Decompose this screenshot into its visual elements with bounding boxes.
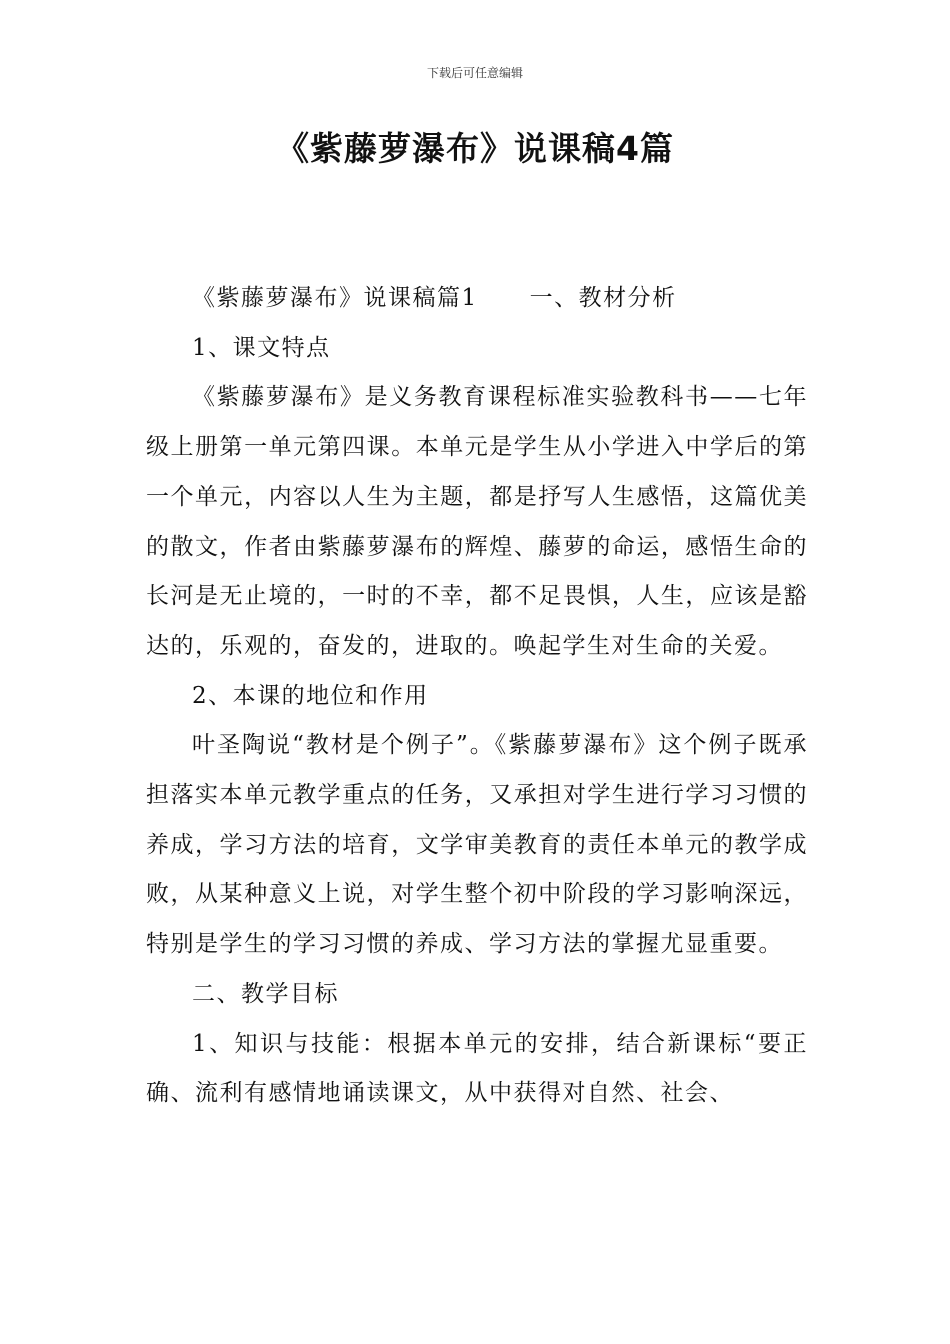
document-title: 《紫藤萝瀑布》说课稿4篇 [276, 129, 674, 168]
paragraph-course-features-heading: 1、课文特点 [192, 334, 331, 361]
header-note: 下载后可任意编辑 [426, 66, 523, 80]
paragraph-status-heading: 2、本课的地位和作用 [192, 682, 429, 709]
paragraph-course-features: 《紫藤萝瀑布》是义务教育课程标准实验教科书——七年级上册第一单元第四课。本单元是学生从小学进入中学后的第一个单元，内容以人生为主题，都是抒写人生感悟，这篇优美的散文，作者由紫藤萝瀑布的辉煌、藤萝的命运，感悟生命的长河是无止境的，一时的不幸，都不足畏惧，人生，应该是豁达的，乐观的，奋发的，进取的。唤起学生对生命的关爱。 [146, 384, 808, 659]
section-heading-line [146, 274, 808, 324]
paragraph-objectives-heading: 二、教学目标 [192, 980, 339, 1007]
paragraph-knowledge-skills: 1、知识与技能：根据本单元的安排，结合新课标“要正确、流利有感情地诵读课文，从中获得对自然、社会、 [146, 1030, 808, 1107]
part-one-heading: 一、教材分析 [529, 285, 677, 311]
paragraph-status: 叶圣陶说“教材是个例子”。《紫藤萝瀑布》这个例子既承担落实本单元教学重点的任务，又承担对学生进行学习习惯的养成，学习方法的培育，文学审美教育的责任本单元的教学成败，从某种意义上说，对学生整个初中阶段的学习影响深远，特别是学生的学习习惯的养成、学习方法的掌握尤显重要。 [146, 732, 808, 958]
document-body [146, 274, 808, 1119]
section-heading: 《紫藤萝瀑布》说课稿篇1 [192, 285, 478, 311]
